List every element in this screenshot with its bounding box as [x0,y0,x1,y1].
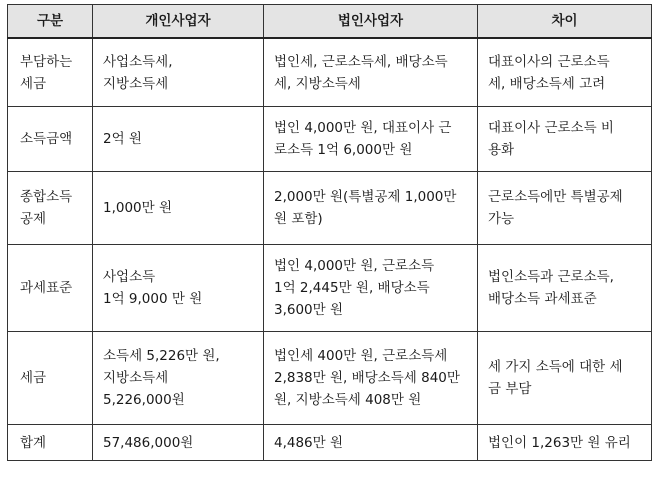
row-category-cell: 세금 [8,332,93,425]
difference-cell: 근로소득에만 특별공제 가능 [478,172,652,245]
row-category-cell: 과세표준 [8,245,93,332]
row-category-cell: 종합소득 공제 [8,172,93,245]
difference-cell: 법인이 1,263만 원 유리 [478,425,652,461]
individual-cell: 57,486,000원 [93,425,264,461]
difference-cell: 세 가지 소득에 대한 세 금 부담 [478,332,652,425]
corporate-cell: 법인 4,000만 원, 근로소득 1억 2,445만 원, 배당소득 3,600만 원 [264,245,478,332]
corporate-cell: 4,486만 원 [264,425,478,461]
corporate-cell: 법인세, 근로소득세, 배당소득 세, 지방소득세 [264,38,478,107]
row-category-cell: 합계 [8,425,93,461]
difference-cell: 대표이사의 근로소득 세, 배당소득세 고려 [478,38,652,107]
row-category-cell: 부담하는 세금 [8,38,93,107]
table-row [8,38,652,107]
corporate-cell: 법인세 400만 원, 근로소득세 2,838만 원, 배당소득세 840만 원, 지방소득세 408만 원 [264,332,478,425]
difference-cell: 대표이사 근로소득 비 용화 [478,107,652,172]
corporate-cell: 법인 4,000만 원, 대표이사 근 로소득 1억 6,000만 원 [264,107,478,172]
header-difference: 차이 [478,5,652,39]
table-row [8,107,652,172]
table-row [8,332,652,425]
header-individual-business: 개인사업자 [93,5,264,39]
difference-cell: 법인소득과 근로소득, 배당소득 과세표준 [478,245,652,332]
header-corporate-business: 법인사업자 [264,5,478,39]
individual-cell: 사업소득 1억 9,000 만 원 [93,245,264,332]
header-row [8,5,652,39]
header-category: 구분 [8,5,93,39]
individual-cell: 1,000만 원 [93,172,264,245]
corporate-cell: 2,000만 원(특별공제 1,000만 원 포함) [264,172,478,245]
table-row-total [8,425,652,461]
table-row [8,245,652,332]
individual-cell: 사업소득세, 지방소득세 [93,38,264,107]
individual-cell: 소득세 5,226만 원, 지방소득세 5,226,000원 [93,332,264,425]
table-row [8,172,652,245]
row-category-cell: 소득금액 [8,107,93,172]
individual-cell: 2억 원 [93,107,264,172]
tax-comparison-table [7,4,652,461]
